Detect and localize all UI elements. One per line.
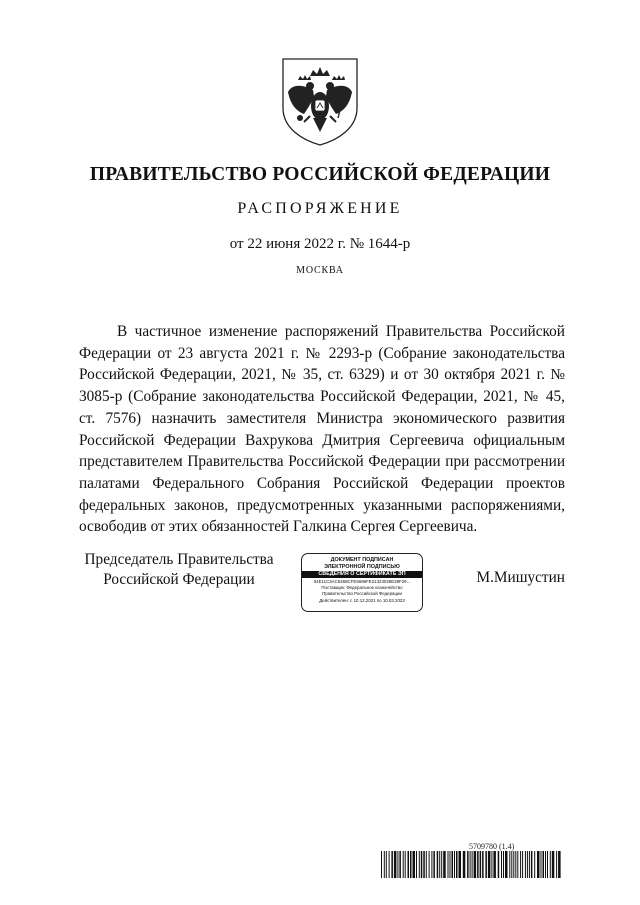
barcode-image [381, 851, 561, 878]
document-type: РАСПОРЯЖЕНИЕ [237, 200, 403, 217]
stamp-issuer-line2: Правительство Российской Федерации [322, 591, 402, 597]
signatory-name: М.Мишустин [476, 569, 565, 586]
signatory-position-line1: Председатель Правительства [84, 551, 274, 568]
document-city: МОСКВА [296, 265, 344, 276]
stamp-validity: Действителен: с 10.12.2021 по 10.03.2023 [319, 597, 405, 603]
stamp-serial: 04E11C3AC5468CFE6686FE21323028E39F29... [313, 579, 411, 584]
order-paragraph: В частичное изменение распоряжений Правительства Российской Федерации от 23 августа 2021 г. № 2293-р (Собрание законодательства Российской Федерации, 2021, № 35, ст. 6329) и от 30 октября 2021 г. № 3085-р (Собрание законодательства Российской Федерации, 2021, № 45, ст. 7576) назначить заместителя Министра экономического развития Российской Федерации Вахрукова Дмитрия Сергеевича официальным представителем Правительства Российской Федерации при рассмотрении палатами Федерального Собрания Российской Федерации проектов федеральных законов, предусмотренных указанными распоряжениями, освободив от этих обязанностей Галкина Сергея Сергеевича. [79, 323, 565, 536]
electronic-signature-stamp [301, 553, 423, 612]
coat-of-arms-emblem [280, 56, 360, 148]
barcode-number: 5709780 (1.4) [469, 842, 515, 851]
stamp-header-bar: СВЕДЕНИЯ О СЕРТИФИКАТЕ ЭП [302, 571, 422, 578]
signatory-position [79, 550, 279, 590]
stamp-line2: ЭЛЕКТРОННОЙ ПОДПИСЬЮ [324, 563, 400, 570]
document-date-number: от 22 июня 2022 г. № 1644-р [229, 236, 411, 252]
government-title: ПРАВИТЕЛЬСТВО РОССИЙСКОЙ ФЕДЕРАЦИИ [89, 164, 551, 185]
signatory-position-line2: Российской Федерации [103, 571, 255, 588]
stamp-line1: ДОКУМЕНТ ПОДПИСАН [330, 557, 394, 563]
stamp-issuer-line1: Поставщик: Федеральное казначейство [321, 585, 403, 591]
